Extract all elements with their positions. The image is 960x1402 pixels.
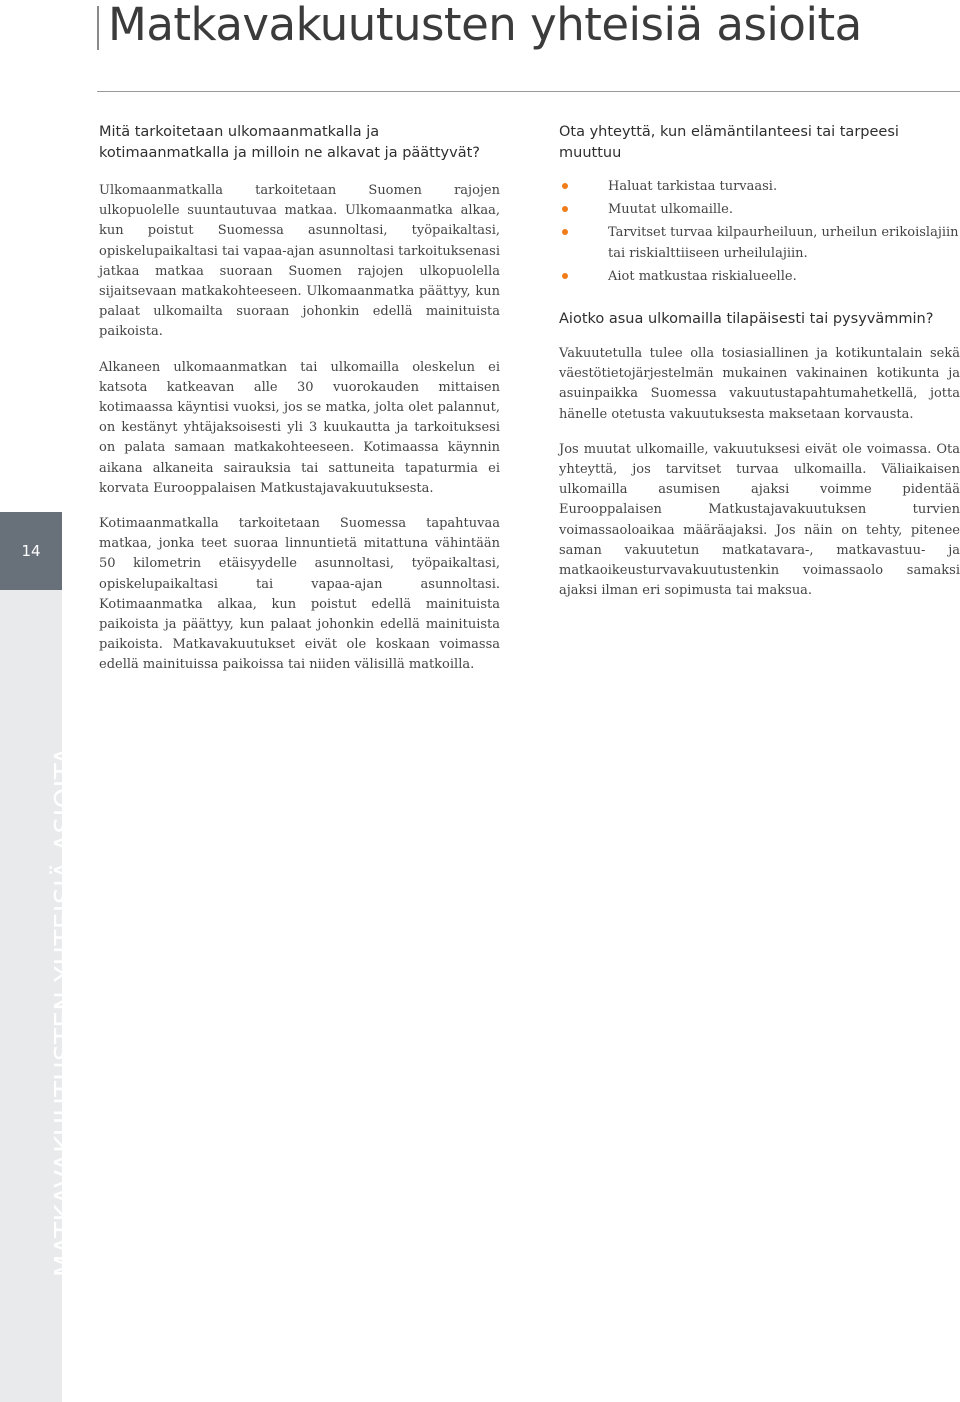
- bullet-icon: [562, 273, 568, 279]
- list-item: [559, 200, 960, 220]
- list-item: [559, 177, 960, 197]
- paragraph-domestic-travel: Kotimaanmatkalla tarkoitetaan Suomessa tapahtuvaa matkaa, jonka teet suoraa linnuntietä mitattuna vähintään 50 kilometrin etäisyydelle asunnoltasi, työpaikaltasi, opiskelupaikaltasi tai vapaa-ajan asunnoltasi. Kotimaanmatka alkaa, kun poistut edellä mainituista paikoista ja päättyy, kun palaat johonkin edellä mainituista paikoista. Matkavakuutukset eivät ole koskaan voimassa edellä mainituissa paikoissa tai niiden välisillä matkoilla.: [99, 516, 500, 673]
- list-item-text: Aiot matkustaa riskialueelle.: [608, 268, 797, 284]
- page-title: Matkavakuutusten yhteisiä asioita: [108, 0, 862, 51]
- bullet-icon: [562, 229, 568, 235]
- page-number-tab: [0, 512, 62, 590]
- paragraph-home-municipality: Vakuutetulla tulee olla tosiasiallinen ja kotikuntalain sekä väestötietojärjestelmän mukainen vakinainen kotikunta ja asuinpaikka Suomessa vakuutustapahtumahetkellä, jotta hänelle otetusta vakuutuksesta maksetaan korvausta.: [559, 346, 960, 422]
- bullet-icon: [562, 206, 568, 212]
- section-heading-contact: Ota yhteyttä, kun elämäntilanteesi tai tarpeesi muuttuu: [559, 124, 899, 161]
- title-accent-bar: [97, 6, 99, 50]
- list-item-text: Haluat tarkistaa turvaasi.: [608, 179, 778, 194]
- left-column: [99, 122, 500, 676]
- side-section-title: MATKAVAKUUTUSTEN YHTEISIÄ ASIOITA: [50, 746, 80, 1277]
- list-item-text: Muutat ulkomaille.: [608, 202, 733, 218]
- paragraph-foreign-travel: Ulkomaanmatkalla tarkoitetaan Suomen rajojen ulkopuolelle suuntautuvaa matkaa. Ulkomaanmatka alkaa, kun poistut Suomessa asunnoltasi, työpaikaltasi, opiskelupaikaltasi tai vapaa-ajan asunnoltasi tarkoituksenasi jatkaa matkaa suoraan Suomen rajojen ulkopuolella sijaitsevaan matkakohteeseen. Ulkomaanmatka päättyy, kun palaat ulkomailta suoraan johonkin edellä mainituista paikoista.: [99, 183, 500, 340]
- section-heading-travel-definitions: Mitä tarkoitetaan ulkomaanmatkalla ja kotimaanmatkalla ja milloin ne alkavat ja päättyvät?: [99, 124, 480, 161]
- title-divider: [97, 91, 960, 92]
- section-heading-living-abroad: Aiotko asua ulkomailla tilapäisesti tai pysyvämmin?: [559, 311, 934, 328]
- bullet-icon: [562, 183, 568, 189]
- right-column: [559, 122, 960, 601]
- list-item-text: Tarvitset turvaa kilpaurheiluun, urheilun erikoislajiin tai riskialttiiseen urheilulajiin.: [608, 225, 959, 261]
- paragraph-moving-abroad: Jos muutat ulkomaille, vakuutuksesi eivät ole voimassa. Ota yhteyttä, jos tarvitset turvaa ulkomailla. Väliaikaisen ulkomailla asumisen ajaksi voimme pidentää Eurooppalaisen Matkustajavakuutuksen turvien voimassaoloaikaa määräajaksi. Jos näin on tehty, pitenee saman vakuutetun matkatavara-, matkavastuu- ja matkaoikeusturvavakuutustenkin voimassaolo samaksi ajaksi ilman eri sopimusta tai maksua.: [559, 441, 960, 599]
- page-number: 14: [21, 542, 41, 560]
- contact-reasons-list: [559, 177, 960, 287]
- paragraph-interrupted-trip: Alkaneen ulkomaanmatkan tai ulkomailla oleskelun ei katsota katkeavan alle 30 vuorokauden mittaisen kotimaassa käyntisi vuoksi, jos se matka, jolta olet palannut, on kestänyt yhtäjaksoisesti yli 3 kuukautta ja tarkoituksesi on palata samaan matkakohteeseen. Kotimaassa käynnin aikana alkaneita sairauksia tai sattuneita tapaturmia ei korvata Eurooppalaisen Matkustajavakuutuksesta.: [99, 359, 500, 496]
- list-item: [559, 223, 960, 263]
- list-item: [559, 267, 960, 287]
